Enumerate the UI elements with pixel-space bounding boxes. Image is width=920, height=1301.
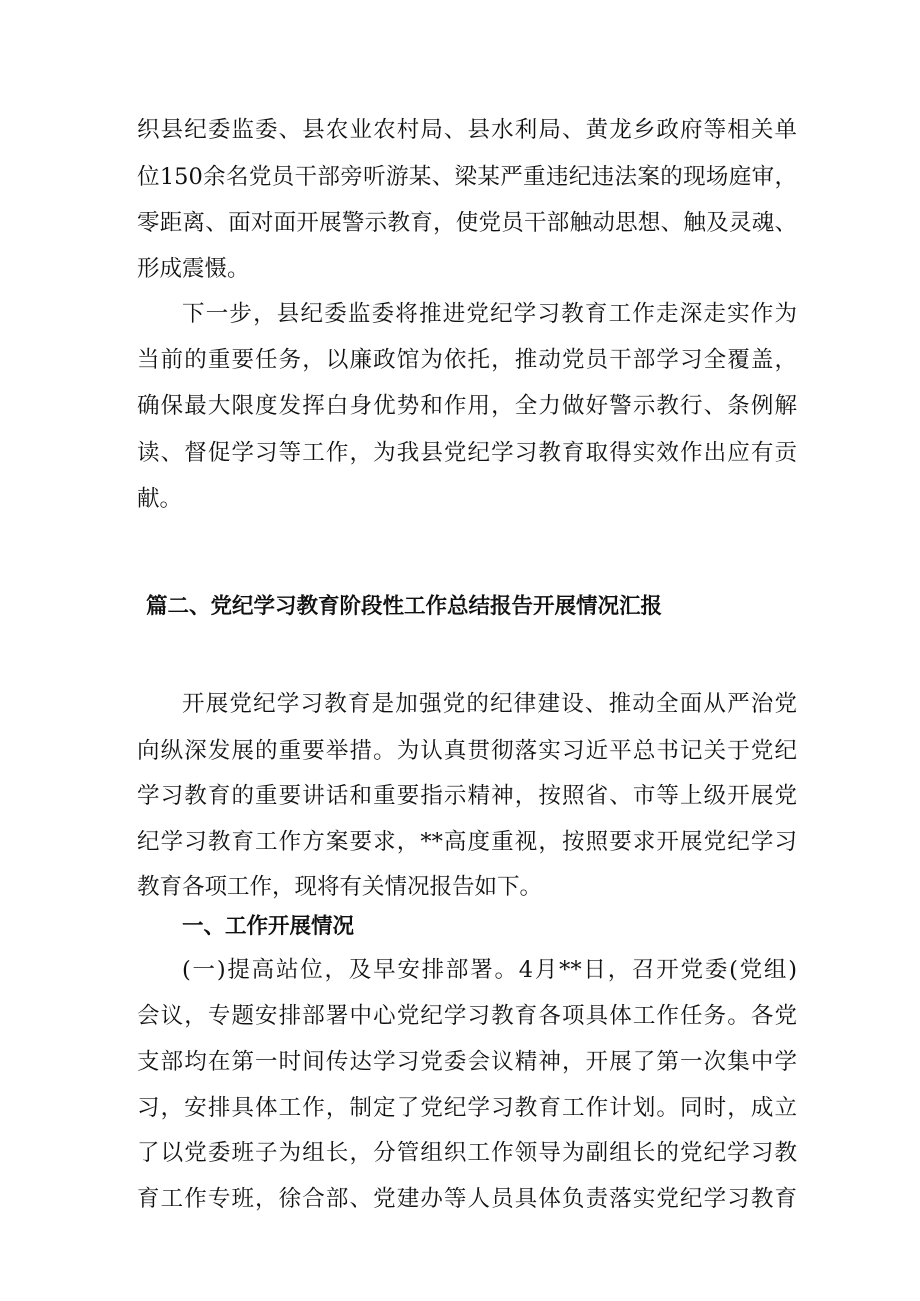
paragraph-line: 教育各项工作，现将有关情况报告如下。: [137, 874, 543, 900]
paragraph-line: 当前的重要任务，以廉政馆为依托，推动党员干部学习全覆盖，: [137, 347, 797, 373]
paragraph-line: 纪学习教育工作方案要求，**高度重视，按照要求开展党纪学习: [137, 829, 797, 855]
paragraph-line: 织县纪委监委、县农业农村局、县水利局、黄龙乡政府等相关单: [137, 117, 797, 143]
subsection-title: 一、工作开展情况: [182, 914, 355, 939]
paragraph-line: 位150余名党员干部旁听游某、梁某严重违纪违法案的现场庭审，: [137, 164, 797, 190]
paragraph-line: 育工作专班，徐合部、党建办等人员具体负责落实党纪学习教育: [137, 1186, 797, 1212]
paragraph-line: 开展党纪学习教育是加强党的纪律建设、推动全面从严治党: [182, 691, 797, 717]
paragraph-line: 确保最大限度发挥白身优势和作用，全力做好警示教行、条例解: [137, 393, 797, 419]
paragraph-line: 学习教育的重要讲话和重要指示精神，按照省、市等上级开展党: [137, 783, 797, 809]
paragraph-line: 读、督促学习等工作，为我县党纪学习教育取得实效作出应有贡: [137, 440, 797, 466]
paragraph-line: (一)提高站位，及早安排部署。4月**日，召开党委(党组): [182, 957, 797, 983]
paragraph-line: 下一步，县纪委监委将推进党纪学习教育工作走深走实作为: [182, 301, 797, 327]
paragraph-line: 向纵深发展的重要举措。为认真贯彻落实习近平总书记关于党纪: [137, 738, 797, 764]
paragraph-line: 习，安排具体工作，制定了党纪学习教育工作计划。同时，成立: [137, 1095, 797, 1121]
paragraph-line: 支部均在第一时间传达学习党委会议精神，开展了第一次集中学: [137, 1049, 797, 1075]
paragraph-line: 零距离、面对面开展警示教育，使党员干部触动思想、触及灵魂、: [137, 210, 797, 236]
paragraph-line: 形成震慑。: [137, 256, 250, 282]
paragraph-line: 献。: [137, 486, 183, 512]
section-title: 篇二、党纪学习教育阶段性工作总结报告开展情况汇报: [146, 594, 663, 619]
paragraph-line: 会议，专题安排部署中心党纪学习教育各项具体工作任务。各党: [137, 1003, 797, 1029]
paragraph-line: 了以党委班子为组长，分管组织工作领导为副组长的党纪学习教: [137, 1140, 797, 1166]
